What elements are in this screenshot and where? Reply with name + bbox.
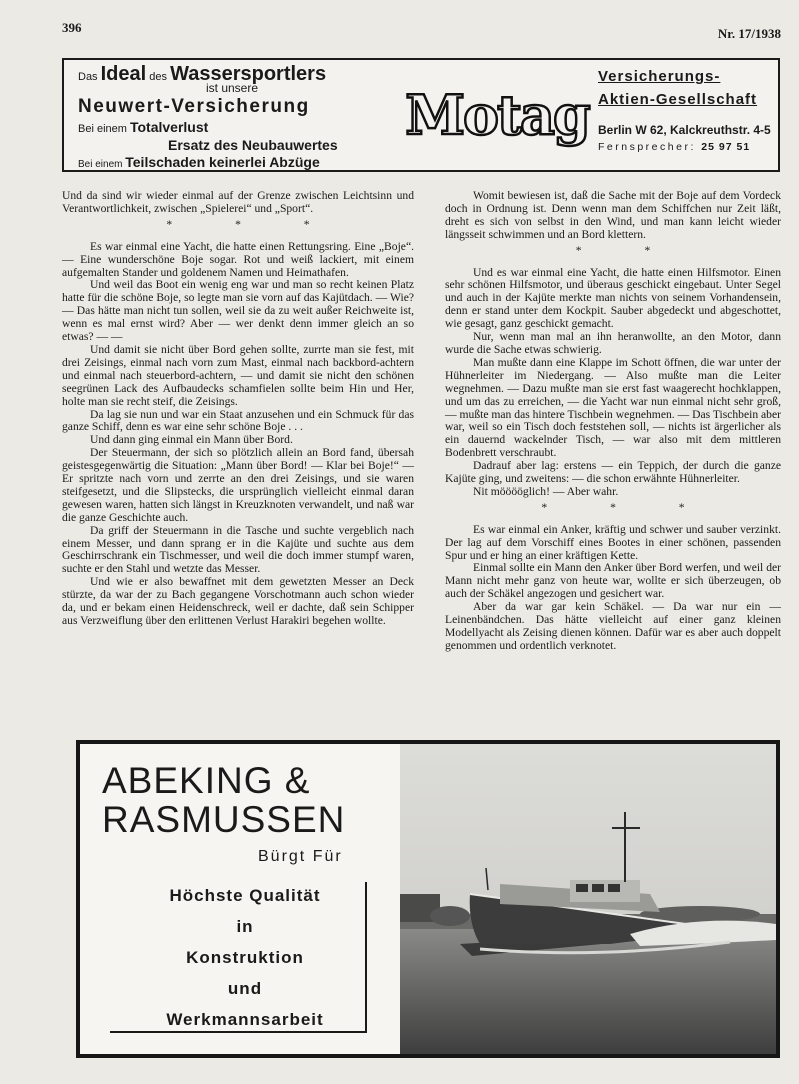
paragraph: Da griff der Steuermann in die Tasche und suchte vergeblich nach einem Messer, und dann sprang er in die Kajüte und suchte aus dem Geschirrschrank ein Tischmesser, und weil die doch immer stumpf waren, suchte er den Stahl und wetzte das Messer. [62,523,414,576]
paragraph: Nit mööööglich! — Aber wahr. [473,484,619,498]
paragraph: Und da sind wir wieder einmal auf der Grenze zwischen Leichtsinn und Verantwortlichkeit, zwischen „Spielerei“ und „Sport“. [62,189,414,215]
article-column-left [62,190,414,628]
company-name-line2: Aktien-Gesellschaft [598,90,758,108]
quality-line: Werkmannsarbeit [166,1010,324,1029]
issue-number: Nr. 17/1938 [717,26,781,41]
paragraph: Dadrauf aber lag: erstens — ein Teppich, der durch die ganze Kajüte ging, und zweitens: — die schon erwähnte Hühnerleiter. [445,459,781,486]
page-number: 396 [62,20,82,35]
motorboat-illustration [400,744,776,1054]
quality-line: Konstruktion [186,948,304,967]
ad-text-panel [80,744,400,1054]
quality-line: und [227,979,263,998]
ad-text: Teilschaden keinerlei Abzüge [125,154,320,170]
ad-text: Das [78,71,98,83]
ad-text: ist unsere [206,81,259,95]
quality-line: Höchste Qualität [169,886,321,905]
ad-company [598,66,774,153]
motag-logo: Motag [405,83,589,147]
company-name-line1: ABEKING & [102,760,311,801]
paragraph: Einmal sollte ein Mann den Anker über Bord werfen, und weil der Mann nicht mehr ganz von heute war, wollte er sich überzeugen, ob auch der Schäkel angezogen und gesichert war. [445,561,781,601]
company-address: Berlin W 62, Kalckreuthstr. 4-5 [598,123,771,137]
ad-text: Bei einem [78,123,127,135]
article-column-right [445,190,781,653]
paragraph: Es war einmal eine Yacht, die hatte einen Rettungsring. Eine „Boje“. — Eine wunderschöne Boje sogar. Rot und weiß lackiert, mit einem aufgemalten Stander und goldenem Namen und Heimathafen. [62,239,414,279]
section-separator: * * * [541,500,715,514]
ad-text: Bei einem [78,159,123,170]
ad-text: Ersatz des Neubauwertes [168,137,338,153]
ad-slogan [78,64,408,170]
company-name [102,762,345,840]
ad-text: des [149,71,168,83]
abeking-rasmussen-ad [76,740,780,1058]
paragraph: Und wie er also bewaffnet mit dem gewetzten Messer an Deck stürzte, da war der zu Bach gegangene Vorschotmann auch schon wieder da, und er bekam einen Heidenschreck, weil er dachte, daß sein Schipper aus Verzweiflung über den erlittenen Verlust Harakiri begehen wollte. [62,575,414,627]
paragraph: Der Steuermann, der sich so plötzlich allein an Bord fand, übersah geistesgegenwärtig die Situation: „Mann über Bord! — Klar bei Boje!“ — Er spritzte nach vorn und zerrte an den drei Zeisings, und sie waren steifgesetzt, und die Slipstecks, die ursprünglich vielleicht einmal daran gewesen waren, hatten sich längst in Kreuzknoten verwandelt, und naß war die ganze Geschichte auch. [62,446,414,524]
paragraph: Und weil das Boot ein wenig eng war und man so recht keinen Platz hatte für die schöne Boje, so legte man sie vorn auf das Kajütdach. — Wie? — Das hätte man nicht tun sollen, weil sie da zu weit außer Reichweite ist, wenn es mal ernst wird? Aber — wer denkt denn immer gleich an so etwas? — — [62,278,414,344]
section-separator: * * [575,243,681,257]
bracket-line [110,1031,367,1033]
paragraph: Man mußte dann eine Klappe im Schott öffnen, die war unter der Hühnerleiter im Niedergang. — Also mußte man die Leiter wegnehmen. — Dazu mußte man sie erst fast waagerecht hochklappen, und um das zu erreichen, — die Yacht war nun einmal nicht sehr groß, — mußte man das hintere Tischbein wegnehmen. — Das Tischbein aber war, weil so ein Tisch doch feststehen soll, — nichts ist ärgerlicher als ein dauernd wackelnder Tisch, — war also mit dem mittleren Bodenbrett verschraubt. [445,355,781,460]
phone-label: Fernsprecher: [598,141,696,153]
section-separator: * * * [166,217,340,231]
company-name-line2: RASMUSSEN [102,798,346,840]
paragraph: Da lag sie nun und war ein Staat anzusehen und ein Schmuck für das ganze Schiff, denn es war eine sehr schöne Boje . . . [62,407,414,434]
ad-headline: Neuwert-Versicherung [78,96,310,117]
ad-text: Wassersportlers [170,63,327,85]
ad-text: Ideal [100,63,147,85]
paragraph: Es war einmal ein Anker, kräftig und schwer und sauber verzinkt. Der lag auf dem Vorschiff eines Bootes in einer schönen, passenden Spur und er hing an einer kräftigen Kette. [445,522,781,562]
paragraph: Und damit sie nicht über Bord gehen sollte, zurrte man sie fest, mit drei Zeisings, einmal nach vorn zum Mast, einmal nach backbord-achtern und einmal nach steuerbord-achtern, — und damit sie nicht den schönen seegrünen Lack des Aufbaudecks schamfielen sollte beim Hin und Her, holte man sie recht steif, die Zeisings. [62,342,414,408]
motag-insurance-ad [62,58,780,172]
ad-text: Totalverlust [129,119,209,135]
paragraph: Und dann ging einmal ein Mann über Bord. [90,433,293,447]
bracket-line [365,882,367,1032]
quality-line: in [236,917,254,936]
guarantee-text: Bürgt Für [258,848,343,865]
paragraph: Und es war einmal eine Yacht, die hatte einen Hilfsmotor. Einen sehr schönen Hilfsmotor, und überaus geschickt eingebaut. Unter Segel und auch in der Kajüte merkte man nichts von seinem Vorhandensein, denn er stand unter dem Kockpit. Sauber abgedeckt und abgeschottet, wie gesagt, ganz geschickt gemacht. [445,265,781,331]
company-name-line1: Versicherungs- [598,68,721,85]
motorboat-photo [400,744,776,1054]
qualities-list [120,880,370,1035]
paragraph: Nur, wenn man mal an ihn heranwollte, an den Motor, dann wurde die Sache etwas schwierig. [445,330,781,356]
paragraph: Womit bewiesen ist, daß die Sache mit der Boje auf dem Vordeck doch in Ordnung ist. Denn wenn man dem Schiffchen nur Zeit läßt, dreht es sich von selbst in den Wind, und man kann leicht wieder längsseit schwimmen und an Bord klettern. [445,189,781,241]
phone-number: 25 97 51 [701,141,751,153]
paragraph: Aber da war gar kein Schäkel. — Da war nur ein — Leinenbändchen. Das hätte vielleicht auf einer ganz kleinen Modellyacht als Zeising dienen können. Dafür war es aber auch doppelt genommen und ordentlich verknotet. [445,600,781,652]
